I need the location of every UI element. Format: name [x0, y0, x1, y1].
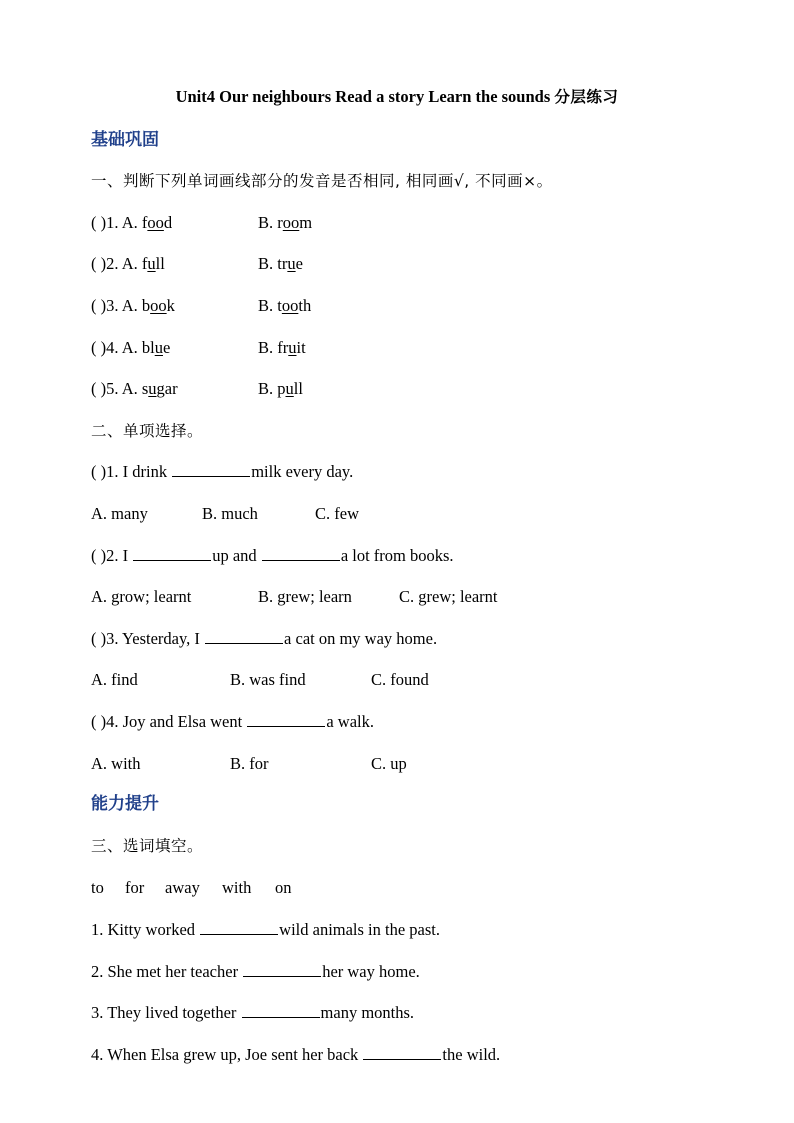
answer-blank[interactable]: [242, 1003, 320, 1018]
part3-heading: 三、选词填空。: [91, 837, 204, 855]
word-bank-item: to: [91, 878, 104, 897]
part3-sentence-3: [91, 1002, 414, 1024]
part2-q2-option-b: B. grew; learn: [258, 587, 352, 606]
sentence-text: 3. They lived together: [91, 1003, 237, 1022]
word-b-underlined: u: [288, 338, 297, 357]
page-title: [0, 86, 794, 108]
word-a-suffix: d: [163, 213, 173, 232]
answer-blank-2[interactable]: [262, 546, 340, 561]
question-text: ( )1. I drink: [91, 462, 168, 481]
word-bank-item: with: [222, 878, 252, 897]
word-a-underlined: oo: [150, 296, 167, 315]
part3-sentence-2: [91, 961, 420, 983]
word-b-prefix: r: [277, 213, 283, 232]
sentence-text: 4. When Elsa grew up, Joe sent her back: [91, 1045, 359, 1064]
word-a-prefix: s: [141, 379, 149, 398]
word-a-underlined: u: [154, 338, 163, 357]
word-b-prefix: t: [277, 296, 282, 315]
question-text-middle: up and: [212, 546, 257, 565]
question-text: ( )4. Joy and Elsa went: [91, 712, 243, 731]
word-a-suffix: e: [162, 338, 171, 357]
part2-q4-option-a: A. with: [91, 754, 141, 773]
item-number: ( )2. A.: [91, 254, 138, 273]
part1-item-4-b: [258, 337, 306, 359]
word-bank-item: on: [275, 878, 292, 897]
word-a-prefix: f: [141, 254, 148, 273]
option-b-label: B.: [258, 296, 274, 315]
part1-item-5: [91, 378, 178, 400]
answer-blank[interactable]: [205, 629, 283, 644]
word-a-suffix: ll: [155, 254, 165, 273]
word-b-suffix: e: [295, 254, 303, 273]
option-b-label: B.: [258, 379, 274, 398]
question-text: ( )2. I: [91, 546, 129, 565]
part2-q3-option-c: C. found: [371, 670, 429, 689]
part2-heading: 二、单项选择。: [91, 422, 204, 440]
part1-item-4: [91, 337, 170, 359]
word-b-prefix: p: [277, 379, 286, 398]
word-b-underlined: u: [285, 379, 294, 398]
answer-blank[interactable]: [247, 712, 325, 727]
word-a-prefix: bl: [141, 338, 155, 357]
part2-q1-option-a: A. many: [91, 504, 148, 523]
word-b-underlined: oo: [282, 213, 300, 232]
part2-q3-option-b: B. was find: [230, 670, 306, 689]
part2-q1-option-c: C. few: [315, 504, 359, 523]
sentence-text: 2. She met her teacher: [91, 962, 239, 981]
part1-item-1-b: [258, 212, 312, 234]
part2-question-3: [91, 628, 437, 650]
sentence-text-end: her way home.: [322, 962, 420, 981]
answer-blank[interactable]: [363, 1045, 441, 1060]
item-number: ( )4. A.: [91, 338, 138, 357]
word-bank-item: away: [165, 878, 200, 897]
question-text-end: a cat on my way home.: [284, 629, 438, 648]
part3-sentence-1: [91, 919, 440, 941]
title-chinese: 分层练习: [554, 88, 619, 106]
option-b-label: B.: [258, 254, 274, 273]
title-english: Unit4 Our neighbours Read a story Learn the sounds: [175, 87, 551, 106]
part1-item-3-b: [258, 295, 311, 317]
part2-q3-option-a: A. find: [91, 670, 138, 689]
part2-q2-option-a: A. grow; learnt: [91, 587, 192, 606]
part1-item-5-b: [258, 378, 303, 400]
answer-blank[interactable]: [200, 920, 278, 935]
part1-item-2-b: [258, 253, 303, 275]
word-a-suffix: gar: [156, 379, 178, 398]
word-b-prefix: tr: [277, 254, 288, 273]
sentence-text-end: many months.: [320, 1003, 415, 1022]
word-b-underlined: oo: [281, 296, 299, 315]
option-b-label: B.: [258, 338, 274, 357]
section-advanced: 能力提升: [91, 794, 159, 814]
sentence-text: 1. Kitty worked: [91, 920, 196, 939]
question-text-end: a walk.: [326, 712, 374, 731]
word-b-prefix: fr: [277, 338, 289, 357]
word-a-underlined: u: [147, 254, 156, 273]
word-b-suffix: ll: [293, 379, 303, 398]
word-b-suffix: it: [296, 338, 306, 357]
item-number: ( )5. A.: [91, 379, 138, 398]
part1-heading: 一、判断下列单词画线部分的发音是否相同, 相同画√, 不同画×。: [91, 172, 553, 190]
word-a-underlined: oo: [147, 213, 164, 232]
answer-blank[interactable]: [172, 462, 250, 477]
part2-q2-option-c: C. grew; learnt: [399, 587, 498, 606]
part2-q4-option-c: C. up: [371, 754, 407, 773]
part1-item-3: [91, 295, 175, 317]
part2-question-4: [91, 711, 374, 733]
part2-question-1: [91, 461, 353, 483]
part2-q1-option-b: B. much: [202, 504, 258, 523]
word-a-prefix: b: [141, 296, 151, 315]
section-basic: 基础巩固: [91, 130, 159, 150]
item-number: ( )1. A.: [91, 213, 138, 232]
item-number: ( )3. A.: [91, 296, 138, 315]
word-b-suffix: m: [299, 213, 313, 232]
sentence-text-end: wild animals in the past.: [279, 920, 441, 939]
question-text-end: milk every day.: [251, 462, 354, 481]
word-b-suffix: th: [298, 296, 312, 315]
part2-q4-option-b: B. for: [230, 754, 269, 773]
option-b-label: B.: [258, 213, 274, 232]
sentence-text-end: the wild.: [442, 1045, 501, 1064]
word-a-underlined: u: [148, 379, 157, 398]
answer-blank-1[interactable]: [133, 546, 211, 561]
question-text: ( )3. Yesterday, I: [91, 629, 200, 648]
answer-blank[interactable]: [243, 962, 321, 977]
part2-question-2: [91, 545, 454, 567]
question-text-end: a lot from books.: [340, 546, 454, 565]
word-bank-item: for: [125, 878, 145, 897]
word-a-prefix: f: [141, 213, 148, 232]
word-b-underlined: u: [287, 254, 296, 273]
part1-item-2: [91, 253, 165, 275]
part3-sentence-4: [91, 1044, 500, 1066]
word-a-suffix: k: [166, 296, 175, 315]
part1-item-1: [91, 212, 172, 234]
